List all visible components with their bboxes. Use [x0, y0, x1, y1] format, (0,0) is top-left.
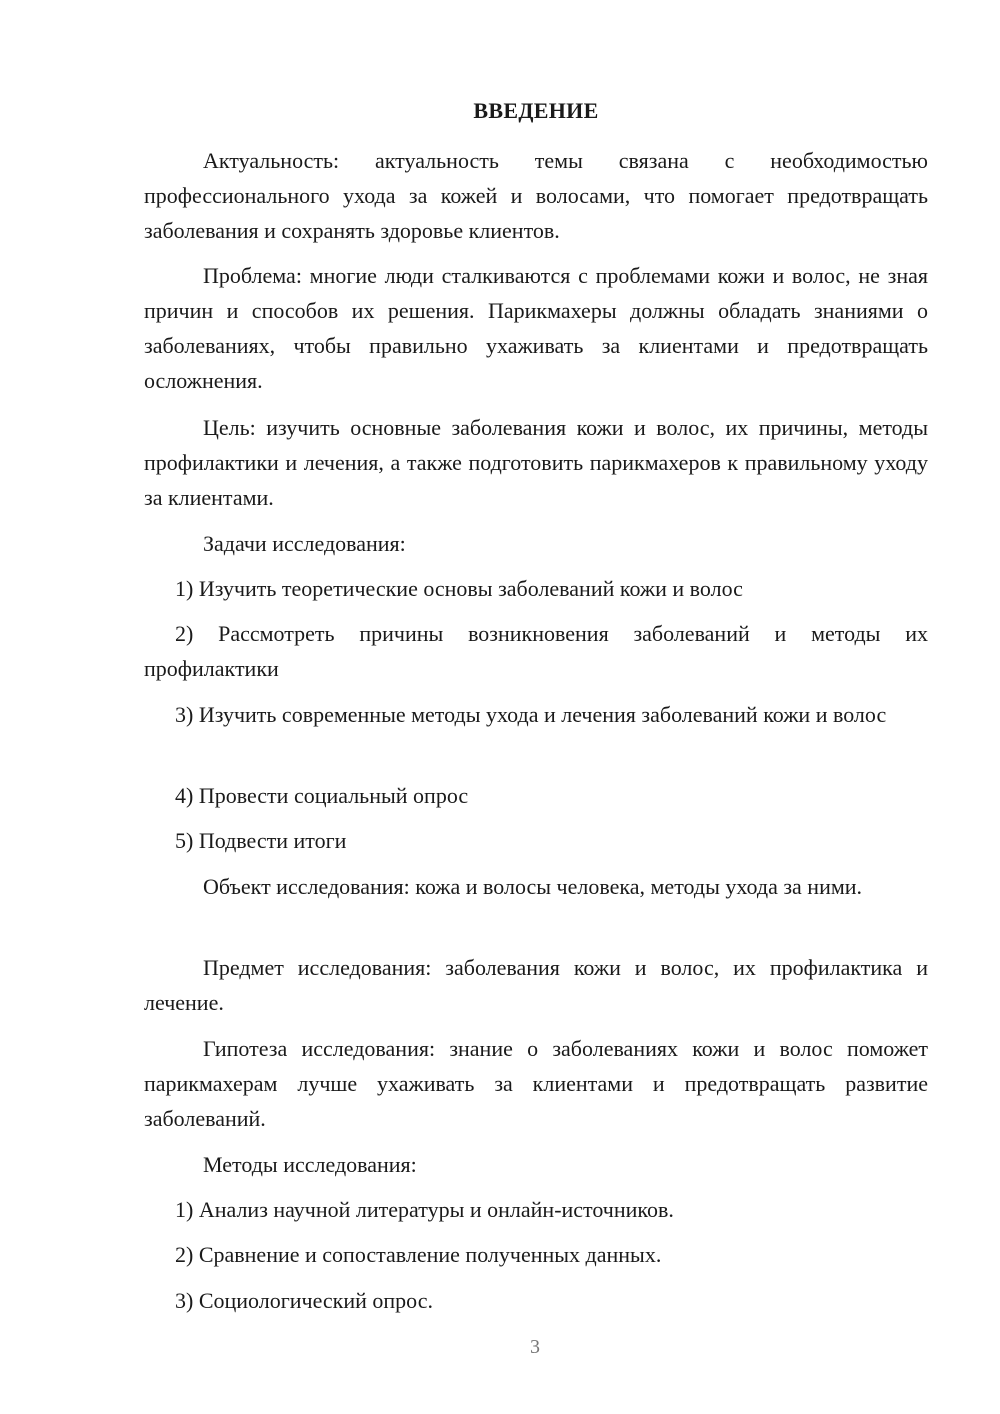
task-item: 5) Подвести итоги: [175, 828, 347, 853]
relevance-paragraph: Актуальность: актуальность темы связана с необходимостью профессионального ухода за кожей и волосами, что помогает предотвращать заболевания и сохранять здоровье клиентов.: [144, 148, 928, 243]
problem-paragraph: Проблема: многие люди сталкиваются с проблемами кожи и волос, не зная причин и способов их решения. Парикмахеры должны обладать знаниями о заболеваниях, чтобы правильно ухаживать за клиентами и предотвращать осложнения.: [144, 263, 928, 393]
methods-heading: Методы исследования:: [203, 1152, 417, 1177]
method-item: 3) Социологический опрос.: [175, 1288, 433, 1313]
hypothesis-paragraph: Гипотеза исследования: знание о заболеваниях кожи и волос поможет парикмахерам лучше ухаживать за клиентами и предотвращать развитие заболеваний.: [144, 1036, 928, 1131]
method-item: 1) Анализ научной литературы и онлайн-источников.: [175, 1197, 674, 1222]
page-number: 3: [530, 1336, 540, 1358]
task-item: 4) Провести социальный опрос: [175, 783, 469, 808]
method-item: 2) Сравнение и сопоставление полученных данных.: [175, 1242, 662, 1267]
tasks-heading: Задачи исследования:: [203, 531, 406, 556]
goal-paragraph: Цель: изучить основные заболевания кожи и волос, их причины, методы профилактики и лечения, а также подготовить парикмахеров к правильному уходу за клиентами.: [144, 415, 928, 510]
object-paragraph: Объект исследования: кожа и волосы человека, методы ухода за ними.: [203, 874, 863, 899]
task-item: 3) Изучить современные методы ухода и лечения заболеваний кожи и волос: [175, 702, 887, 727]
page-title: ВВЕДЕНИЕ: [473, 98, 599, 123]
subject-paragraph: Предмет исследования: заболевания кожи и волос, их профилактика и лечение.: [144, 955, 928, 1015]
task-item: 1) Изучить теоретические основы заболеваний кожи и волос: [175, 576, 743, 601]
task-item: 2) Рассмотреть причины возникновения заболеваний и методы их профилактики: [144, 621, 928, 681]
